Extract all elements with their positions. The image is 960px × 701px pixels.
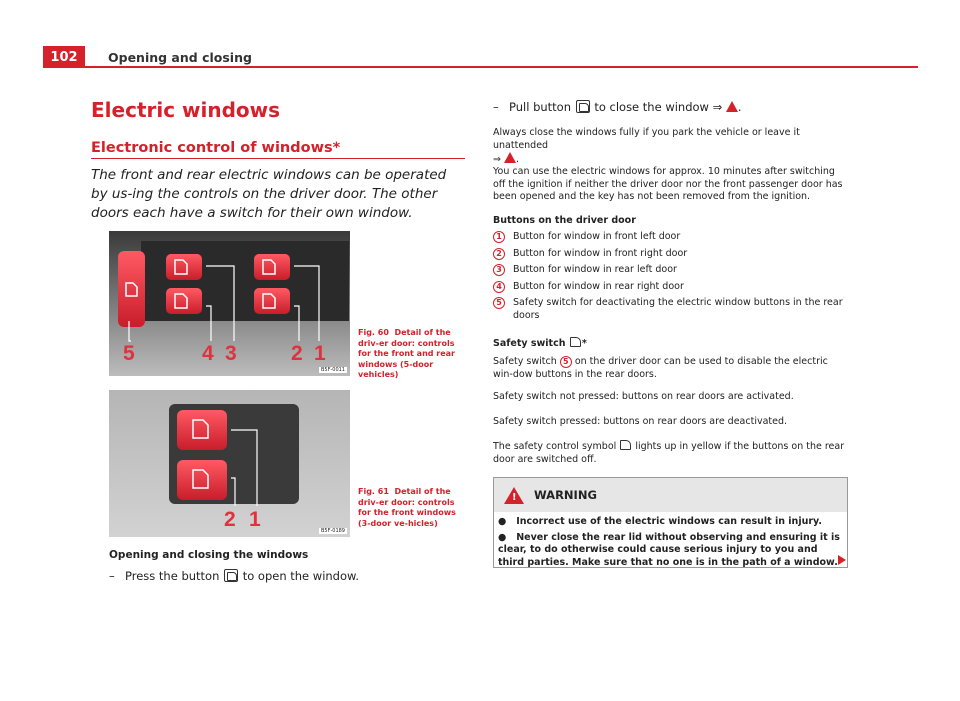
callout-2: 2: [224, 508, 236, 531]
figure-60-label: Fig. 60: [358, 328, 389, 337]
continue-arrow-icon: [838, 555, 846, 565]
warning-icon: [504, 487, 524, 504]
window-button-1: [177, 460, 227, 500]
step-close-text-end: to close the window ⇒: [594, 100, 723, 114]
warning-box: [493, 477, 848, 568]
warning-triangle-icon[interactable]: [726, 101, 738, 112]
list-item: [493, 231, 849, 244]
figure-61-code: B5F-0189: [320, 528, 345, 534]
reference-arrow: ⇒: [493, 154, 501, 165]
figure-61-svg: [109, 390, 350, 537]
step-open-text: Press the button: [125, 569, 220, 583]
warning-body: [494, 512, 847, 569]
step-open-text-end: to open the window.: [242, 569, 360, 583]
warning-triangle-icon[interactable]: [504, 152, 516, 163]
window-button-2: [177, 410, 227, 450]
safety-para-text: Safety switch: [493, 356, 557, 367]
callout-4: 4: [202, 342, 214, 365]
opening-closing-heading: Opening and closing the windows: [109, 549, 309, 561]
number-badge: 4: [493, 281, 505, 293]
figure-60-caption-text: Detail of the driv-er door: controls for the front and rear windows (5-door vehicles): [358, 328, 455, 379]
callout-5: 5: [123, 342, 135, 365]
intro-paragraph: The front and rear electric windows can be operated by us-ing the controls on the driver door. The other doors each have a switch for their own window.: [91, 167, 447, 221]
number-badge: 5: [560, 356, 572, 368]
optional-star: *: [581, 338, 587, 349]
header-rule: [85, 66, 918, 68]
section-title: Opening and closing: [108, 50, 252, 65]
figure-60-svg: [109, 231, 350, 376]
figure-61-caption-text: Detail of the driv-er door: controls for the front windows (3-door ve-hicles): [358, 487, 456, 528]
window-button-icon: [224, 569, 238, 582]
safety-switch-icon: [570, 337, 581, 347]
warning-item: ● Incorrect use of the electric windows can result in injury.: [498, 516, 822, 527]
figure-61-label: Fig. 61: [358, 487, 389, 496]
warning-item-text: Never close the rear lid without observing and ensuring it is clear, to do otherwise could cause serious injury to you and third parties. Make sure that no one is in the path of a window.: [498, 531, 840, 568]
figure-60-image: [109, 231, 350, 376]
callout-3: 3: [225, 342, 237, 365]
list-item: [493, 264, 849, 277]
callout-1: 1: [314, 342, 326, 365]
callout-1: 1: [249, 508, 261, 531]
window-button-3: [166, 288, 202, 314]
window-button-4: [166, 254, 202, 280]
dash: –: [493, 100, 499, 114]
list-item: [493, 297, 849, 322]
subtitle-rule: [91, 158, 465, 159]
safety-symbol-text: The safety control symbol: [493, 441, 617, 452]
window-button-2: [254, 254, 290, 280]
figure-61-caption: [358, 487, 468, 529]
figure-61-image: [109, 390, 350, 537]
step-close-window: – Pull button to close the window ⇒ .: [493, 100, 742, 114]
safety-pressed: Safety switch pressed: buttons on rear doors are deactivated.: [493, 416, 788, 427]
dash: –: [109, 569, 115, 583]
para-unattended-text: Always close the windows fully if you park the vehicle or leave it unattended: [493, 127, 800, 151]
list-item-text: Safety switch for deactivating the electric window buttons in the rear doors: [513, 297, 843, 321]
buttons-list: [493, 231, 849, 326]
safety-not-pressed: Safety switch not pressed: buttons on rear doors are activated.: [493, 391, 794, 402]
safety-switch-button: [118, 251, 145, 327]
window-button-icon: [576, 100, 590, 113]
buttons-heading: Buttons on the driver door: [493, 215, 636, 226]
number-badge: 2: [493, 248, 505, 260]
callout-2: 2: [291, 342, 303, 365]
safety-symbol-para: [493, 440, 849, 466]
page-title: Electric windows: [91, 98, 281, 122]
safety-para-text-end: on the driver door can be used to disable the electric win-dow buttons in the rear doors.: [493, 356, 828, 380]
para-10-minutes: You can use the electric windows for approx. 10 minutes after switching off the ignition if neither the driver door nor the front passenger door has been opened and the key has not been removed from the ignition.: [493, 166, 843, 202]
list-item: [493, 281, 849, 294]
list-item-text: Button for window in front left door: [513, 231, 681, 242]
number-badge: 3: [493, 264, 505, 276]
window-button-1: [254, 288, 290, 314]
safety-symbol-text-end: lights up in yellow if the buttons on the rear door are switched off.: [493, 441, 845, 465]
page-subtitle: Electronic control of windows*: [91, 140, 341, 156]
safety-switch-icon: [620, 440, 631, 450]
figure-60-code: B5F-0011: [320, 367, 345, 373]
list-item: [493, 248, 849, 261]
para-unattended: Always close the windows fully if you park the vehicle or leave it unattended ⇒ .: [493, 127, 800, 165]
number-badge: 5: [493, 297, 505, 309]
step-close-text: Pull button: [509, 100, 571, 114]
list-item-text: Button for window in rear right door: [513, 280, 684, 292]
safety-switch-heading: [493, 337, 849, 351]
number-badge: 1: [493, 231, 505, 243]
warning-header: [494, 478, 847, 512]
safety-heading-text: Safety switch: [493, 338, 566, 349]
page-number: 102: [43, 46, 85, 68]
step-open-window: [109, 569, 359, 583]
list-item-text: Button for window in front right door: [513, 247, 688, 259]
warning-title: WARNING: [534, 488, 597, 502]
figure-60-caption: [358, 328, 468, 381]
safety-switch-para: [493, 356, 849, 381]
list-item-text: Button for window in rear left door: [513, 264, 677, 275]
warning-item: ● Never close the rear lid without observing and ensuring it is clear, to do otherwise could cause serious injury to you and third parties. Make sure that no one is in the path of a window.: [498, 531, 840, 568]
warning-item-text: Incorrect use of the electric windows can result in injury.: [516, 516, 822, 527]
